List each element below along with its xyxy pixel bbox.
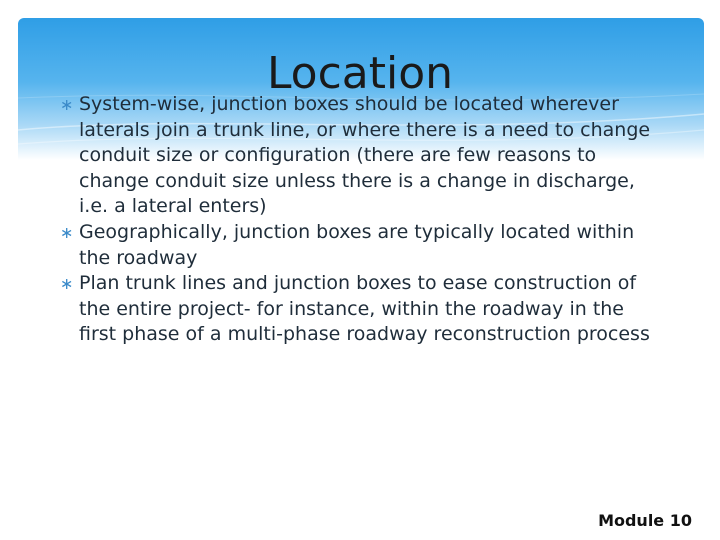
bullet-item	[60, 271, 660, 348]
bullet-item	[60, 92, 660, 220]
slide-title: Location	[266, 48, 454, 99]
module-footer: Module 10	[598, 511, 692, 530]
bullet-text: Geographically, junction boxes are typically located within the roadway	[79, 220, 635, 269]
bullet-text: System-wise, junction boxes should be located wherever laterals join a trunk line, or where there is a need to change conduit size or configuration (there are few reasons to change conduit size unless there is a change in discharge, i.e. a lateral enters)	[79, 93, 651, 218]
bullet-item	[60, 220, 660, 271]
bullet-list	[60, 92, 660, 348]
asterisk-bullet-icon: ∗	[60, 274, 74, 294]
asterisk-bullet-icon: ∗	[60, 222, 74, 242]
bullet-text: Plan trunk lines and junction boxes to ease construction of the entire project- for instance, within the roadway in the first phase of a multi-phase roadway reconstruction process	[79, 272, 650, 346]
asterisk-bullet-icon: ∗	[60, 95, 74, 114]
